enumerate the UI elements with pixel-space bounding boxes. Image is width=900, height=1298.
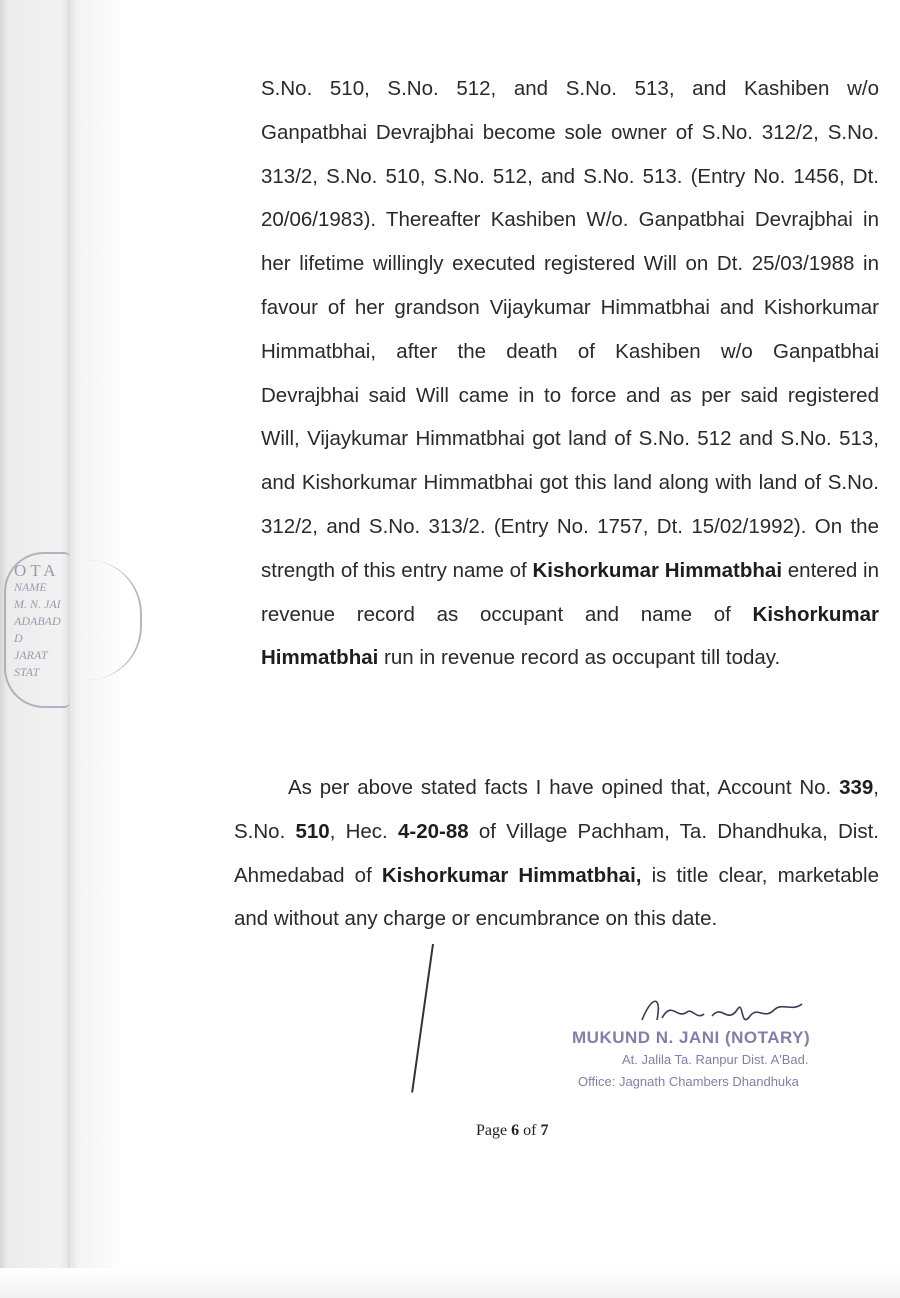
paragraph-opinion [234, 766, 879, 941]
text-run: , S.No. [234, 776, 879, 843]
seal-line: M. N. JAI [14, 597, 61, 611]
text-run: is title clear, marketable and without any charge or encumbrance on this date. [234, 863, 880, 931]
notary-office: Office: Jagnath Chambers Dhandhuka [578, 1074, 799, 1089]
handwritten-signature [632, 990, 812, 1030]
page-number [476, 1122, 548, 1140]
text-run: of Village Pachham, Ta. Dhandhuka, Dist. Ahmedabad of [234, 819, 879, 887]
notary-seal-partial [4, 552, 70, 708]
text-run: As per above stated facts I have opined that, Account No. [288, 776, 840, 799]
page-number-of: of [519, 1122, 541, 1139]
bold-text: 4-20-88 [397, 819, 469, 843]
bold-text: 339 [839, 776, 874, 799]
bold-text: 510 [295, 819, 330, 843]
paragraph-ownership-history [261, 67, 879, 680]
seal-line: ADABAD D [14, 614, 61, 645]
page-number-total: 7 [540, 1122, 549, 1139]
page-number-prefix: Page [476, 1122, 512, 1139]
text-run: run in revenue record as occupant till today. [378, 646, 781, 670]
page-number-current: 6 [511, 1122, 520, 1139]
seal-title: OTA [14, 561, 60, 580]
text-run: S.No. 510, S.No. 512, and S.No. 513, and Kashiben w/o Ganpatbhai Devrajbhai become sole owner of S.No. 312/2, S.No. 313/2, S.No. 510, S.No. 512, and S.No. 513. (Entry No. 1456, Dt. 20/06/1983). Thereafter Kashiben W/o. Ganpatbhai Devrajbhai in her lifetime willingly executed registered Will on Dt. 25/03/1988 in favour of her grandson Vijaykumar Himmatbhai and Kishorkumar Himmatbhai, after the death of Kashiben w/o Ganpatbhai Devrajbhai said Will came in to force and as per said registered Will, Vijaykumar Himmatbhai got land of S.No. 512 and S.No. 513, and Kishorkumar Himmatbhai got this land along with land of S.No. 312/2, and S.No. 313/2. (Entry No. 1757, Dt. 15/02/1992). On the strength of this entry name of [261, 77, 879, 582]
text-run: , Hec. [329, 819, 398, 843]
bold-text: Kishorkumar Himmatbhai, [381, 863, 642, 887]
signature-stroke [411, 944, 434, 1093]
seal-line: JARAT STAT [14, 648, 48, 679]
text-run: entered in revenue record as occupant and name of [261, 558, 880, 626]
notary-name: MUKUND N. JANI (NOTARY) [572, 1028, 811, 1047]
notary-address: At. Jalila Ta. Ranpur Dist. A'Bad. [622, 1052, 809, 1067]
stamp-arc-mark [88, 560, 142, 680]
bold-text: Kishorkumar Himmatbhai [261, 602, 879, 670]
seal-line: NAME [14, 580, 47, 594]
page-bottom-shadow [0, 1268, 900, 1298]
bold-text: Kishorkumar Himmatbhai [532, 558, 783, 582]
